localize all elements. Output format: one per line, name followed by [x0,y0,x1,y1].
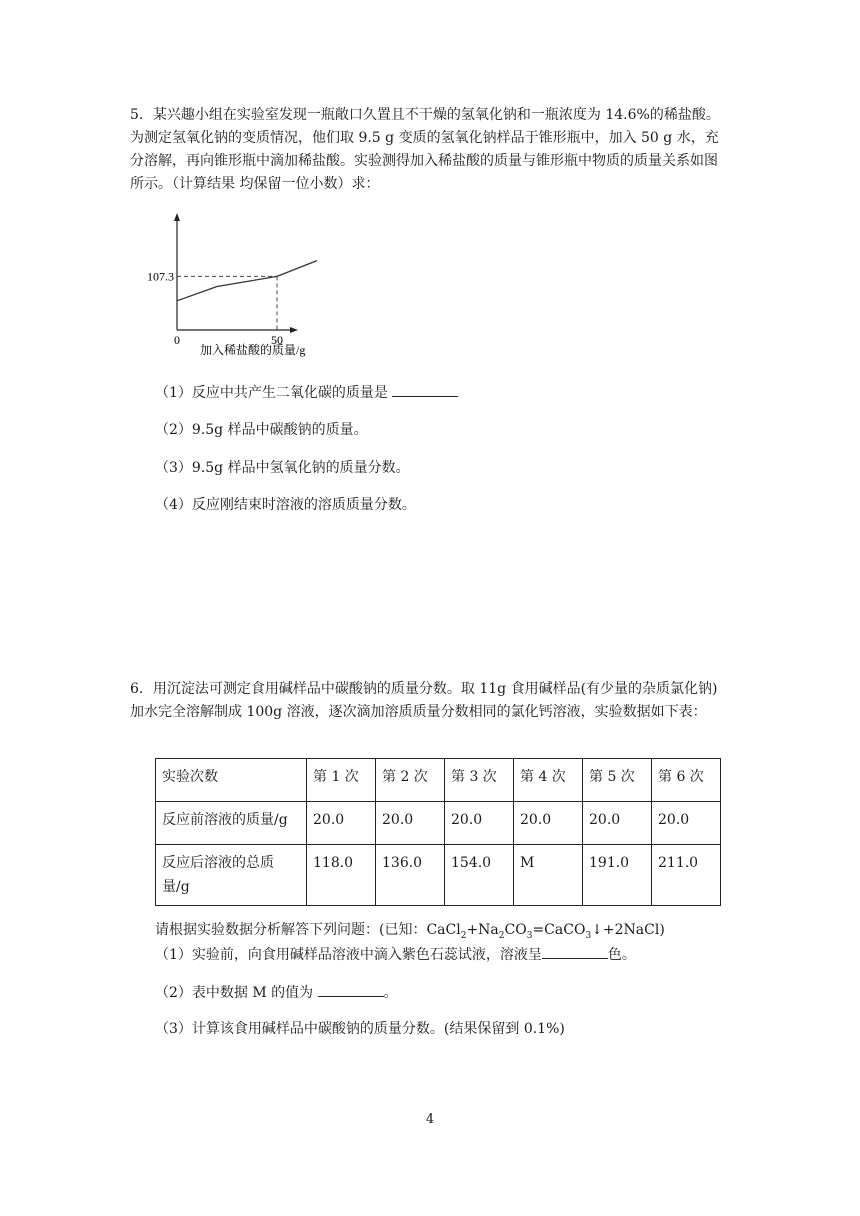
table-cell: 反应后溶液的总质量/g [156,845,307,906]
table-cell: M [514,845,583,906]
q6-intro: 6．用沉淀法可测定食用碱样品中碳酸钠的质量分数。取 11g 食用碱样品(有少量的杂质氯化钠)加水完全溶解制成 100g 溶液，逐次滴加溶质质量分数相同的氯化钙溶液，实验数据如下表： [130,681,718,720]
y-axis [174,213,180,330]
q6-sub2-suffix: 。 [383,985,398,1001]
table-row [156,802,721,845]
table-cell: 20.0 [583,802,652,845]
mass-chart [140,208,340,358]
answer-blank-co2[interactable] [392,382,458,397]
table-cell: 反应前溶液的质量/g [156,802,307,845]
table-header-cell: 第 5 次 [583,759,652,802]
table-header-cell: 第 3 次 [445,759,514,802]
y-tick-label: 107.3 [147,269,174,284]
q6-sub1-suffix: 色。 [607,947,636,963]
q5-sub1 [155,382,458,403]
table-cell: 136.0 [376,845,445,906]
page-number: 4 [425,1112,435,1127]
table-row [156,759,721,802]
table-header-cell: 第 4 次 [514,759,583,802]
x-tick-label-50: 50 [271,333,283,347]
q6-sub1-text: （1）实验前，向食用碱样品溶液中滴入紫色石蕊试液，溶液呈 [155,947,542,963]
q5-sub1-text: （1）反应中共产生二氧化碳的质量是 [155,385,388,401]
table-cell: 191.0 [583,845,652,906]
table-cell: 20.0 [652,802,721,845]
q5-sub2: （2）9.5g 样品中碳酸钠的质量。 [155,422,368,438]
q6-sub1 [155,944,636,965]
x-axis-label: 加入稀盐酸的质量/g [200,343,306,357]
table-cell: 211.0 [652,845,721,906]
data-table [155,758,721,906]
table-header-cell: 第 1 次 [307,759,376,802]
q6-sub2 [155,982,398,1003]
table-cell: 20.0 [307,802,376,845]
q6-note: 请根据实验数据分析解答下列问题：(已知：$CaCl_2+Na_2CO_3=CaCO_3↓+2NaCl$) [155,922,665,941]
table-cell: 20.0 [514,802,583,845]
series-line [177,261,317,301]
q5-intro: 5．某兴趣小组在实验室发现一瓶敞口久置且不干燥的氢氧化钠和一瓶浓度为 14.6%的稀盐酸。为测定氢氧化钠的变质情况，他们取 9.5 g 变质的氢氧化钠样品于锥形瓶中，加入 50 g 水，充分溶解，再向锥形瓶中滴加稀盐酸。实验测得加入稀盐酸的质量与锥形瓶中物质的质量关系如图所示。（计算结果 均保留一位小数）求： [130,107,720,192]
table-cell: 154.0 [445,845,514,906]
q5-sub4: （4）反应刚结束时溶液的溶质质量分数。 [155,497,416,513]
table-header-cell: 第 2 次 [376,759,445,802]
table-header-cell: 第 6 次 [652,759,721,802]
answer-blank-m[interactable] [318,982,384,997]
q5-sub3: （3）9.5g 样品中氢氧化钠的质量分数。 [155,460,410,476]
table-cell: 118.0 [307,845,376,906]
table-cell: 20.0 [445,802,514,845]
table-header-cell: 实验次数 [156,759,307,802]
answer-blank-color[interactable] [542,944,608,959]
table-cell: 20.0 [376,802,445,845]
x-tick-label-0: 0 [174,333,180,347]
table-row [156,845,721,906]
q6-sub2-text: （2）表中数据 M 的值为 [155,985,318,1001]
q6-note-prefix: 请根据实验数据分析解答下列问题：(已知：CaCl [155,922,461,938]
q6-sub3: （3）计算该食用碱样品中碳酸钠的质量分数。(结果保留到 0.1%) [155,1021,565,1037]
